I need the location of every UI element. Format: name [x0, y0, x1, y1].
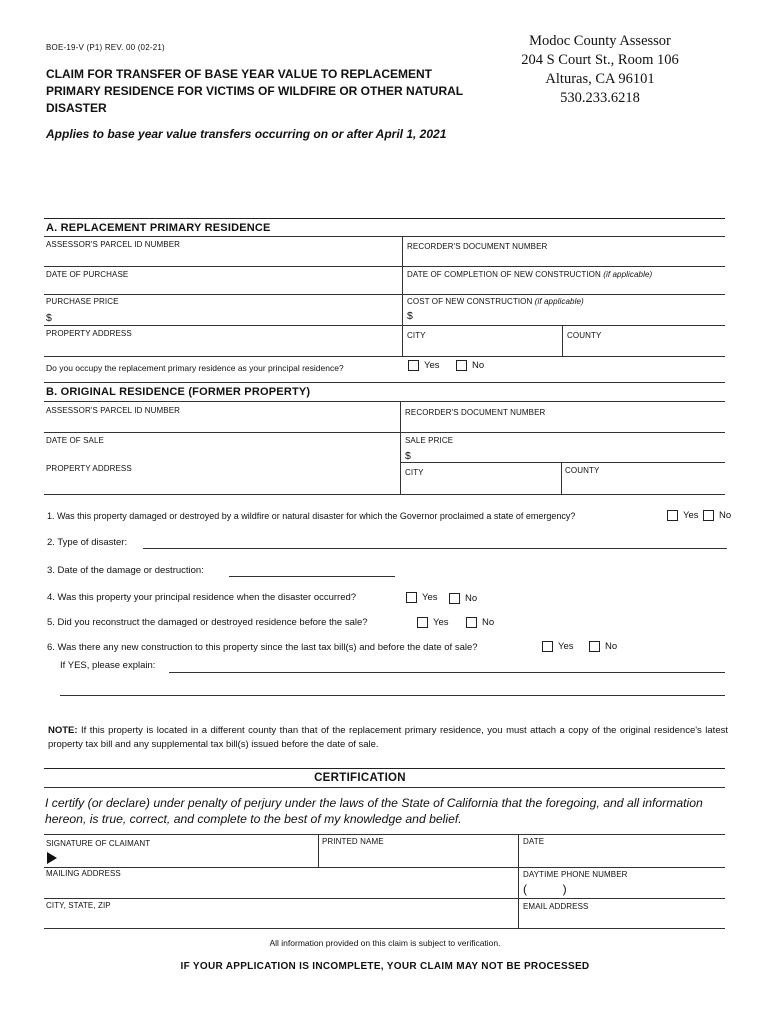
a-row-rule-2 [44, 294, 725, 295]
mailing-address-label: MAILING ADDRESS [46, 869, 121, 878]
yes-label: Yes [558, 641, 574, 652]
b-row-rule-2 [400, 462, 725, 463]
date-label: DATE [523, 837, 545, 846]
checkbox[interactable] [589, 641, 600, 652]
assessor-city: Alturas, CA 96101 [545, 71, 655, 87]
question-6: 6. Was there any new construction to this property since the last tax bill(s) and before the date of sale? [47, 642, 478, 653]
checkbox[interactable] [703, 510, 714, 521]
form-id: BOE-19-V (P1) REV. 00 (02-21) [46, 43, 165, 52]
no-label: No [482, 617, 495, 628]
assessor-name: Modoc County Assessor [529, 33, 671, 49]
phone-input[interactable]: ( ) [523, 882, 568, 896]
q1-no[interactable] [703, 510, 731, 521]
cert-grid-bottom [44, 928, 725, 929]
q6-explain-line-2[interactable] [60, 695, 725, 696]
q5-yes[interactable] [417, 617, 449, 628]
cert-heading-rule [44, 787, 725, 788]
assessor-street: 204 S Court St., Room 106 [521, 52, 679, 68]
sign-here-arrow-icon [47, 852, 57, 864]
section-b-heading-rule [44, 401, 725, 402]
no-label: No [465, 593, 478, 604]
section-a-heading: A. REPLACEMENT PRIMARY RESIDENCE [46, 222, 271, 234]
verification-note: All information provided on this claim is subject to verification. [269, 938, 501, 948]
email-label: EMAIL ADDRESS [523, 902, 589, 911]
cert-divider-2 [518, 834, 519, 929]
a-cost-label: COST OF NEW CONSTRUCTION (if applicable) [407, 297, 584, 306]
q5-no[interactable] [466, 617, 494, 628]
yes-label: Yes [683, 510, 699, 521]
city-state-zip-label: CITY, STATE, ZIP [46, 901, 111, 910]
a-parcel-label: ASSESSOR'S PARCEL ID NUMBER [46, 240, 181, 249]
b-county-label: COUNTY [565, 466, 600, 475]
certification-heading: CERTIFICATION [314, 772, 406, 784]
q3-answer-line[interactable] [229, 576, 395, 577]
a-occupy-no[interactable] [456, 360, 484, 371]
b-city-label: CITY [405, 468, 424, 477]
q4-yes[interactable] [406, 592, 438, 603]
b-parcel-label: ASSESSOR'S PARCEL ID NUMBER [46, 406, 181, 415]
b-row-rule-1 [44, 432, 725, 433]
a-purchase-price-label: PURCHASE PRICE [46, 297, 119, 306]
checkbox[interactable] [406, 592, 417, 603]
form-title: CLAIM FOR TRANSFER OF BASE YEAR VALUE TO REPLACEMENT PRIMARY RESIDENCE FOR VICTIMS OF WILDFIRE OR OTHER NATURAL DISASTER [46, 67, 463, 115]
certification-text: I certify (or declare) under penalty of perjury under the laws of the State of California that the foregoing, and all information hereon, is true, correct, and complete to the best of my knowledge and belief. [45, 796, 703, 826]
q6-no[interactable] [589, 641, 617, 652]
signature-label: SIGNATURE OF CLAIMANT [46, 839, 151, 848]
a-county-label: COUNTY [567, 331, 602, 340]
assessor-phone: 530.233.6218 [560, 90, 640, 106]
question-5: 5. Did you reconstruct the damaged or destroyed residence before the sale? [47, 617, 368, 628]
a-row-rule-1 [44, 266, 725, 267]
cert-grid-top [44, 834, 725, 835]
a-date-purchase-label: DATE OF PURCHASE [46, 270, 129, 279]
cert-divider-1 [318, 834, 319, 868]
cert-grid-row-2 [44, 898, 725, 899]
assessor-address-block [500, 32, 700, 108]
checkbox[interactable] [417, 617, 428, 628]
a-city-label: CITY [407, 331, 426, 340]
checkbox[interactable] [667, 510, 678, 521]
a-purchase-price-input[interactable]: $ [46, 312, 52, 324]
q6-yes[interactable] [542, 641, 574, 652]
b-column-divider [400, 401, 401, 494]
checkbox[interactable] [449, 593, 460, 604]
b-recorder-label: RECORDER'S DOCUMENT NUMBER [405, 408, 546, 417]
checkbox[interactable] [408, 360, 419, 371]
a-column-divider [402, 236, 403, 357]
b-row-rule-3 [44, 494, 725, 495]
section-a-heading-rule [44, 236, 725, 237]
question-4: 4. Was this property your principal residence when the disaster occurred? [47, 592, 357, 603]
a-occupy-yes[interactable] [408, 360, 440, 371]
q6-explain-line-1[interactable] [169, 672, 725, 673]
no-label: No [605, 641, 618, 652]
a-row-rule-3 [44, 325, 725, 326]
yes-label: Yes [433, 617, 449, 628]
a-row-rule-4 [44, 356, 725, 357]
b-sale-price-label: SALE PRICE [405, 436, 454, 445]
no-label: No [719, 510, 732, 521]
no-label: No [472, 360, 485, 371]
section-a-top-rule [44, 218, 725, 219]
q1-yes[interactable] [667, 510, 699, 521]
applies-note: Applies to base year value transfers occurring on or after April 1, 2021 [46, 127, 447, 141]
section-b-top-rule [44, 382, 725, 383]
a-property-address-label: PROPERTY ADDRESS [46, 329, 132, 338]
b-sale-price-input[interactable]: $ [405, 450, 411, 462]
cert-top-rule [44, 768, 725, 769]
question-1: 1. Was this property damaged or destroyed by a wildfire or natural disaster for which the Governor proclaimed a state of emergency? [47, 511, 576, 521]
q2-answer-line[interactable] [143, 548, 727, 549]
note-label: NOTE: [48, 725, 78, 736]
a-cost-input[interactable]: $ [407, 310, 413, 322]
checkbox[interactable] [456, 360, 467, 371]
a-recorder-label: RECORDER'S DOCUMENT NUMBER [407, 242, 548, 251]
q6-explain-label: If YES, please explain: [60, 660, 156, 671]
section-b-heading: B. ORIGINAL RESIDENCE (FORMER PROPERTY) [46, 386, 311, 398]
incomplete-warning: IF YOUR APPLICATION IS INCOMPLETE, YOUR CLAIM MAY NOT BE PROCESSED [180, 961, 590, 972]
question-2: 2. Type of disaster: [47, 537, 128, 548]
a-county-divider [562, 325, 563, 356]
b-county-divider [561, 462, 562, 494]
checkbox[interactable] [542, 641, 553, 652]
checkbox[interactable] [466, 617, 477, 628]
q4-no[interactable] [449, 593, 477, 604]
cert-grid-row-1 [44, 867, 725, 868]
yes-label: Yes [422, 592, 438, 603]
a-date-completion-label: DATE OF COMPLETION OF NEW CONSTRUCTION (if applicable) [407, 270, 653, 279]
note-text: If this property is located in a different county than that of the replacement primary residence, you must attach a copy of the original residence's latest property tax bill and any supplemental tax bill(s) issued before the date of sale. [48, 725, 728, 750]
printed-name-label: PRINTED NAME [322, 837, 384, 846]
a-occupy-question: Do you occupy the replacement primary residence as your principal residence? [46, 363, 344, 373]
note-paragraph [48, 724, 728, 752]
phone-label: DAYTIME PHONE NUMBER [523, 870, 628, 879]
yes-label: Yes [424, 360, 440, 371]
b-property-address-label: PROPERTY ADDRESS [46, 464, 132, 473]
question-3: 3. Date of the damage or destruction: [47, 565, 204, 576]
b-date-sale-label: DATE OF SALE [46, 436, 104, 445]
